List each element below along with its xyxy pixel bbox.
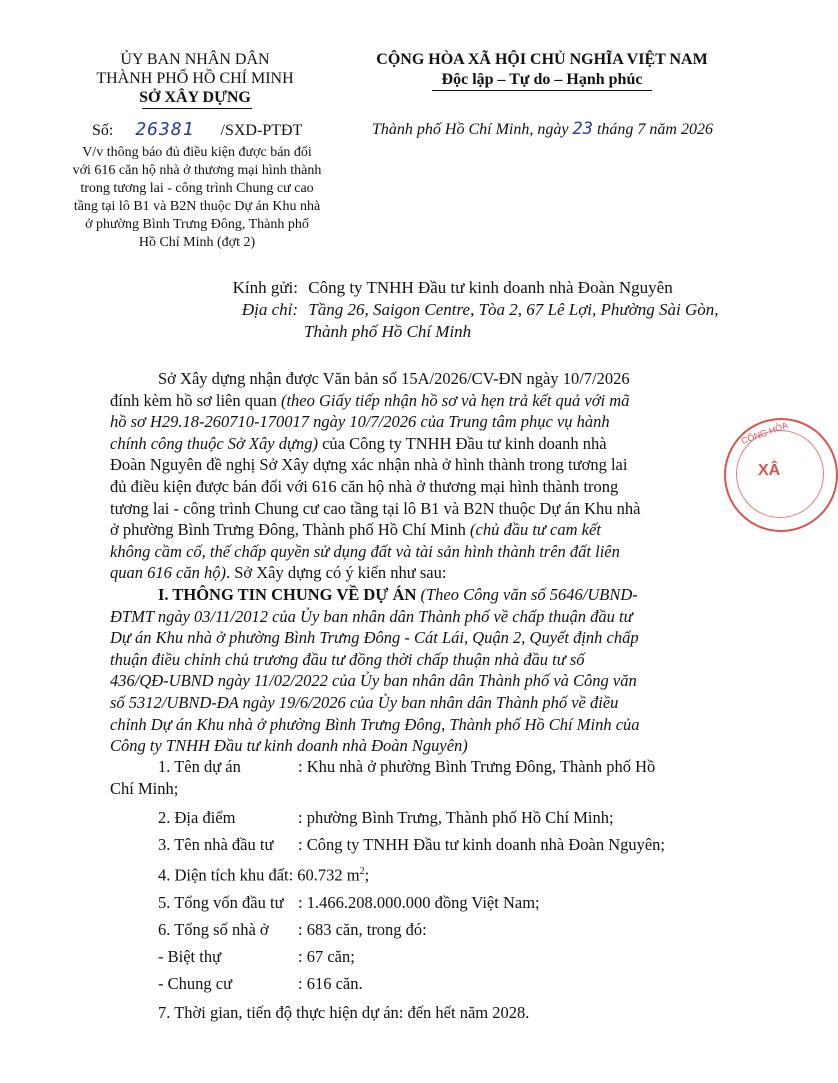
item-label: - Chung cư bbox=[158, 973, 233, 993]
intro-line: không cầm cố, thế chấp quyền sử dụng đất và tài sản hình thành trên đất liên bbox=[110, 541, 620, 561]
date-prefix: Thành phố Hồ Chí Minh, ngày bbox=[372, 121, 569, 138]
list-item bbox=[110, 946, 722, 968]
item-label: 1. Tên dự án bbox=[158, 757, 241, 776]
section-1-heading: I. THÔNG TIN CHUNG VỀ DỰ ÁN bbox=[158, 585, 417, 604]
intro-italic: chính công thuộc Sở Xây dựng) bbox=[110, 433, 318, 453]
item-label: 4. Diện tích khu đất: 60.732 m bbox=[158, 865, 360, 885]
so-number: 26381 bbox=[135, 119, 195, 140]
document-number bbox=[92, 120, 302, 140]
item-label: - Biệt thự bbox=[158, 946, 222, 966]
item-label: 6. Tổng số nhà ở bbox=[158, 919, 269, 939]
nation-line-1: CỘNG HÒA XÃ HỘI CHỦ NGHĨA VIỆT NAM bbox=[376, 51, 708, 68]
section-1-line bbox=[110, 584, 722, 606]
section-1-note: thuận điều chỉnh chủ trương đầu tư đồng thời chấp thuận nhà đầu tư số bbox=[110, 649, 585, 669]
intro-line bbox=[110, 433, 722, 455]
item-label: 5. Tổng vốn đầu tư bbox=[158, 892, 284, 912]
intro-line: Đoàn Nguyên đề nghị Sở Xây dựng xác nhận nhà ở hình thành trong tương lai bbox=[110, 455, 628, 475]
list-item bbox=[110, 834, 722, 856]
issue-date bbox=[372, 119, 713, 139]
list-item-continuation: Chí Minh; bbox=[110, 779, 179, 798]
section-1-note: (Theo Công văn số 5646/UBND- bbox=[416, 585, 638, 604]
item-value: : Khu nhà ở phường Bình Trưng Đông, Thành phố Hồ bbox=[298, 757, 656, 776]
agency-line-2: THÀNH PHỐ HỒ CHÍ MINH bbox=[96, 70, 294, 87]
intro-line bbox=[110, 390, 722, 412]
intro-line: Sở Xây dựng nhận được Văn bản số 15A/2026/CV-ĐN ngày 10/7/2026 bbox=[158, 369, 630, 388]
to-label: Kính gửi: bbox=[232, 278, 298, 297]
list-item bbox=[110, 973, 722, 995]
list-item bbox=[110, 919, 722, 941]
subject-line: Hồ Chí Minh (đợt 2) bbox=[138, 235, 256, 250]
intro-line bbox=[110, 519, 722, 541]
item-value: : Công ty TNHH Đầu tư kinh doanh nhà Đoàn Nguyên; bbox=[298, 835, 666, 854]
subject-line: trong tương lai - công trình Chung cư cao bbox=[80, 181, 314, 196]
nation-header bbox=[362, 50, 722, 89]
item-value: : phường Bình Trưng, Thành phố Hồ Chí Minh; bbox=[298, 808, 614, 827]
date-day: 23 bbox=[572, 119, 593, 139]
agency-underline bbox=[142, 108, 252, 109]
subject-line: tầng tại lô B1 và B2N thuộc Dự án Khu nhà bbox=[73, 199, 321, 214]
red-seal-stamp bbox=[724, 418, 838, 532]
to-value: Công ty TNHH Đầu tư kinh doanh nhà Đoàn Nguyên bbox=[308, 278, 673, 297]
agency-line-1: ỦY BAN NHÂN DÂN bbox=[120, 51, 270, 68]
intro-paragraph bbox=[110, 368, 722, 584]
subject-block bbox=[72, 144, 322, 252]
section-1-note: Dự án Khu nhà ở phường Bình Trưng Đông - Cát Lái, Quận 2, Quyết định chấp bbox=[110, 628, 639, 648]
intro-line: hồ sơ H29.18-260710-170017 ngày 10/7/2026 của Trung tâm phục vụ hành bbox=[110, 412, 610, 432]
subject-line: V/v thông báo đủ điều kiện được bán đối bbox=[82, 145, 312, 160]
item-value: : 1.466.208.000.000 đồng Việt Nam; bbox=[298, 892, 540, 912]
section-1-note: số 5312/UBND-ĐA ngày 19/6/2026 của Ủy ban nhân dân Thành phố về điều bbox=[110, 692, 619, 712]
intro-text: của Công ty TNHH Đầu tư kinh doanh nhà bbox=[317, 433, 607, 453]
section-1-note: ĐTMT ngày 03/11/2012 của Ủy ban nhân dân Thành phố về chấp thuận đầu tư bbox=[110, 606, 633, 626]
date-suffix: tháng 7 năm 2026 bbox=[596, 121, 713, 138]
nation-motto: Độc lập – Tự do – Hạnh phúc bbox=[441, 71, 643, 88]
intro-text: ở phường Bình Trưng Đông, Thành phố Hồ Chí Minh bbox=[110, 520, 471, 540]
intro-line: tương lai - công trình Chung cư cao tầng tại lô B1 và B2N thuộc Dự án Khu nhà bbox=[110, 498, 641, 518]
list-item bbox=[110, 756, 722, 778]
recipient-block bbox=[219, 277, 719, 343]
subject-line: ở phường Bình Trưng Đông, Thành phố bbox=[85, 217, 309, 232]
address-line-1: Tầng 26, Saigon Centre, Tòa 2, 67 Lê Lợi, Phường Sài Gòn, bbox=[308, 300, 719, 319]
intro-italic: (chủ đầu tư cam kết bbox=[470, 520, 601, 540]
item-value: : 67 căn; bbox=[298, 946, 355, 966]
intro-line: đủ điều kiện được bán đối với 616 căn hộ nhà ở thương mại hình thành trong bbox=[110, 476, 619, 496]
so-suffix: /SXD-PTĐT bbox=[220, 122, 303, 139]
section-1-note: chỉnh Dự án Khu nhà ở phường Bình Trưng Đông, Thành phố Hồ Chí Minh của bbox=[110, 714, 640, 734]
list-item: 7. Thời gian, tiến độ thực hiện dự án: đến hết năm 2028. bbox=[158, 1002, 530, 1022]
intro-text: . Sở Xây dựng có ý kiến như sau: bbox=[225, 563, 447, 583]
so-label: Số: bbox=[92, 122, 114, 139]
seal-arc-text: CÔNG HÒA bbox=[739, 419, 790, 447]
section-1-note: 436/QĐ-UBND ngày 11/02/2022 của Ủy ban nhân dân Thành phố và Công văn bbox=[110, 671, 637, 691]
item-label: 2. Địa điểm bbox=[158, 808, 236, 827]
intro-line bbox=[110, 562, 722, 584]
section-1-note: Công ty TNHH Đầu tư kinh doanh nhà Đoàn Nguyên) bbox=[110, 736, 468, 756]
list-item bbox=[110, 892, 722, 914]
seal-text: XÂ bbox=[758, 462, 781, 479]
item-value: : 616 căn. bbox=[298, 973, 363, 993]
intro-italic: (theo Giấy tiếp nhận hồ sơ và hẹn trả kết quả với mã bbox=[280, 390, 630, 410]
project-info-list bbox=[110, 756, 722, 1024]
address-line-2: Thành phố Hồ Chí Minh bbox=[304, 322, 472, 341]
list-item bbox=[110, 861, 722, 887]
item-label: 3. Tên nhà đầu tư bbox=[158, 835, 274, 854]
item-value: ; bbox=[364, 865, 370, 885]
list-item bbox=[110, 807, 722, 829]
subject-line: với 616 căn hộ nhà ở thương mại hình thành bbox=[72, 163, 322, 178]
motto-underline bbox=[432, 90, 652, 91]
agency-header bbox=[82, 50, 308, 107]
agency-line-3: SỞ XÂY DỰNG bbox=[139, 89, 251, 106]
intro-italic: quan 616 căn hộ) bbox=[110, 563, 226, 583]
section-1-intro bbox=[110, 584, 722, 757]
intro-text: đính kèm hồ sơ liên quan bbox=[110, 390, 281, 410]
address-label: Địa chỉ: bbox=[241, 300, 298, 319]
item-value: : 683 căn, trong đó: bbox=[298, 919, 427, 939]
superscript: 2 bbox=[359, 866, 365, 877]
